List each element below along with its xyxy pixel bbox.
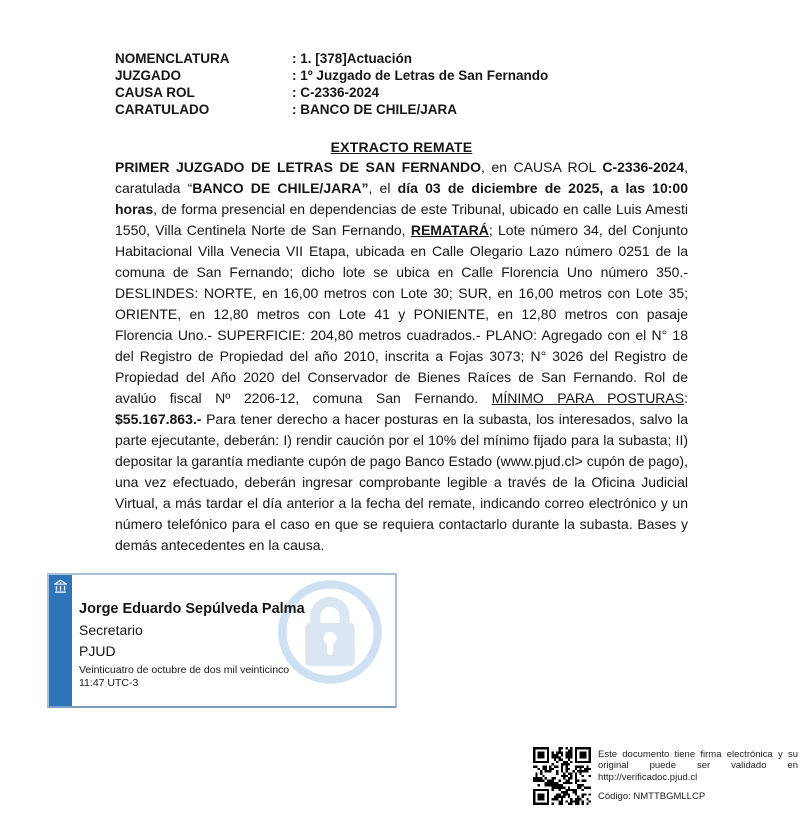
- signature-date: Veinticuatro de octubre de dos mil veinticinco: [79, 664, 290, 676]
- signature-time: 11:47 UTC-3: [79, 676, 139, 689]
- signature-box: [47, 573, 397, 708]
- meta-value: : 1. [378]Actuación: [292, 51, 413, 66]
- meta-row-juzgado: [115, 67, 548, 84]
- page-title: EXTRACTO REMATE: [330, 139, 473, 155]
- signer-organization: PJUD: [79, 643, 116, 659]
- verification-code: Código: NMTTBGMLLCP: [598, 790, 706, 802]
- meta-row-caratulado: [115, 101, 548, 118]
- courthouse-icon: [49, 578, 72, 595]
- verification-text: Este documento tiene firma electrónica y su original puede ser validado en http://verificadoc.pjud.cl: [598, 749, 798, 783]
- meta-row-nomenclatura: [115, 50, 548, 67]
- verification-block: [533, 747, 798, 805]
- meta-value: : C-2336-2024: [292, 85, 380, 100]
- meta-value: : BANCO DE CHILE/JARA: [292, 102, 458, 117]
- meta-row-causa-rol: [115, 84, 548, 101]
- signer-role: Secretario: [79, 622, 143, 638]
- verification-text-block: [598, 747, 798, 802]
- meta-label: CARATULADO: [115, 102, 210, 117]
- meta-label: CAUSA ROL: [115, 85, 195, 100]
- meta-label: NOMENCLATURA: [115, 51, 230, 66]
- signer-name: Jorge Eduardo Sepúlveda Palma: [79, 601, 305, 617]
- body-paragraph: PRIMER JUZGADO DE LETRAS DE SAN FERNANDO, en CAUSA ROL C-2336-2024, caratulada “BANCO DE CHILE/JARA”, el día 03 de diciembre de 2025, a las 10:00 horas, de forma presencial en dependencias de este Tribunal, ubicado en calle Luis Amesti 1550, Villa Centinela Norte de San Fernando, REMATARÁ; Lote número 34, del Conjunto Habitacional Villa Venecia VII Etapa, ubicada en Calle Olegario Lazo número 0251 de la comuna de San Fernando; dicho lote se ubica en Calle Florencia Uno número 350.- DESLINDES: NORTE, en 16,00 metros con Lote 30; SUR, en 16,00 metros con Lote 35; ORIENTE, en 12,80 metros con Lote 41 y PONIENTE, en 12,80 metros con pasaje Florencia Uno.- SUPERFICIE: 204,80 metros cuadrados.- PLANO: Agregado con el N° 18 del Registro de Propiedad del año 2010, inscrita a Fojas 3073; N° 3026 del Registro de Propiedad del Año 2020 del Conservador de Bienes Raíces de San Fernando. Rol de avalúo fiscal Nº 2206-12, comuna San Fernando. MÍNIMO PARA POSTURAS: $55.167.863.- Para tener derecho a hacer posturas en la subasta, los interesados, salvo la parte ejecutante, deberán: I) rendir caución por el 10% del mínimo fijado para la subasta; II) depositar la garantía mediante cupón de pago Banco Estado (www.pjud.cl> cupón de pago), una vez efectuado, deberán ingresar comprobante legible a través de la Oficina Judicial Virtual, a más tardar el día anterior a la fecha del remate, indicando correo electrónico y un número telefónico para el caso en que se requiera contactarlo durante la subasta. Bases y demás antecedentes en la causa.: [115, 159, 689, 553]
- meta-value: : 1º Juzgado de Letras de San Fernando: [292, 68, 549, 83]
- meta-label: JUZGADO: [115, 68, 182, 83]
- signature-content: [79, 599, 305, 689]
- signature-accent-bar: [49, 575, 72, 706]
- qr-code: [533, 747, 591, 805]
- case-metadata: [115, 50, 548, 118]
